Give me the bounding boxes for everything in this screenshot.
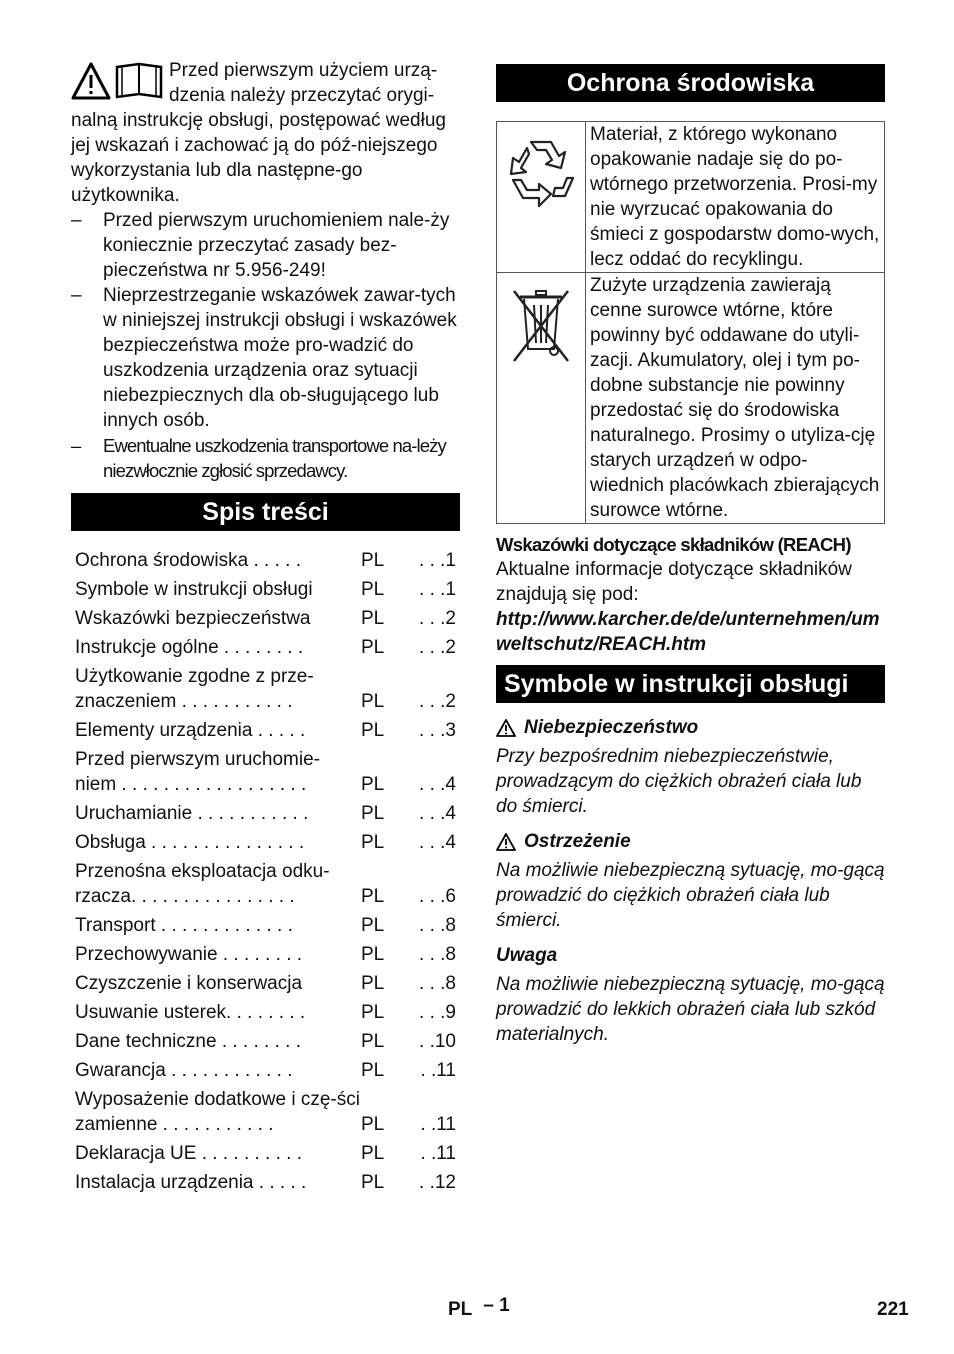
toc-row[interactable] — [71, 857, 460, 911]
caution-label: Uwaga — [496, 945, 558, 966]
caution-text: Na możliwie niebezpieczną sytuację, mo-gącą prowadzić do lekkich obrażeń ciała lub szkód materialnych. — [496, 974, 885, 1045]
toc-page: . . .8 — [419, 915, 456, 936]
toc-row[interactable] — [71, 745, 460, 799]
toc-page: . . .2 — [419, 637, 456, 658]
toc-title: Przed pierwszym uruchomie-niem . . . . . . . . . . . . . . . . . . — [75, 749, 320, 795]
toc-row[interactable] — [71, 799, 460, 828]
toc-lang: PL — [361, 720, 385, 741]
toc-title: Uruchamianie . . . . . . . . . . . — [75, 803, 309, 824]
toc-row[interactable] — [71, 1085, 460, 1139]
toc-page: . . .8 — [419, 973, 456, 994]
footer-lang: PL — [448, 1299, 472, 1320]
toc-lang: PL — [361, 1114, 385, 1135]
toc-title: Obsługa . . . . . . . . . . . . . . . — [75, 832, 305, 853]
caution-heading — [496, 943, 885, 968]
toc-title: Usuwanie usterek. . . . . . . . — [75, 1002, 306, 1023]
left-column — [71, 58, 460, 1197]
toc-lang: PL — [361, 691, 385, 712]
toc-title: Instalacja urządzenia . . . . . — [75, 1172, 307, 1193]
intro-text: nalną instrukcję obsługi, postępować według jej wskazań i zachować ją do póź-niejszego wykorzystania lub dla następne-go użytkownika. — [71, 110, 446, 206]
toc-row[interactable] — [71, 998, 460, 1027]
right-column — [496, 58, 885, 1047]
toc-row[interactable] — [71, 969, 460, 998]
footer-section-label — [448, 1297, 510, 1322]
recycle-text: Materiał, z którego wykonano opakowanie nadaje się do po-wtórnego przetworzenia. Prosi-my nie wyrzucać opakowania do śmieci z gospodarstw domo-wych, lecz oddać do recyklingu. — [586, 122, 885, 273]
toc-page: . . .3 — [419, 720, 456, 741]
warning-heading — [496, 829, 885, 854]
toc-title: Użytkowanie zgodne z prze-znaczeniem . . . . . . . . . . . — [75, 666, 314, 712]
toc-row[interactable] — [71, 546, 460, 575]
toc-page: . . .9 — [419, 1002, 456, 1023]
crossed-bin-icon — [510, 287, 572, 367]
toc-title: Czyszczenie i konserwacja — [75, 973, 303, 994]
warning-manual-icon — [71, 61, 163, 101]
toc-lang: PL — [361, 774, 385, 795]
table-of-contents — [71, 546, 460, 1197]
toc-lang: PL — [361, 608, 385, 629]
warning-text: Na możliwie niebezpieczną sytuację, mo-gącą prowadzić do ciężkich obrażeń ciała lub śmierci. — [496, 860, 885, 931]
toc-lang: PL — [361, 637, 385, 658]
bullet-item: – Nieprzestrzeganie wskazówek zawar-tych w niniejszej instrukcji obsługi i wskazówek bezpieczeństwa może pro-wadzić do uszkodzenia urządzenia oraz sytuacji niebezpiecznych dla ob-sługującego lub innych osób. — [71, 283, 460, 433]
toc-title: Deklaracja UE . . . . . . . . . . — [75, 1143, 303, 1164]
bullet-item: – Przed pierwszym uruchomieniem nale-ży koniecznie przeczytać zasady bez-pieczeństwa nr 5.956-249! — [71, 208, 460, 283]
intro-section — [71, 58, 460, 208]
footer-local-page: 1 — [499, 1295, 510, 1316]
toc-page: . . .6 — [419, 886, 456, 907]
toc-lang: PL — [361, 550, 385, 571]
toc-title: Transport . . . . . . . . . . . . . — [75, 915, 293, 936]
toc-title: Wyposażenie dodatkowe i czę-ści zamienne . . . . . . . . . . . — [75, 1089, 360, 1135]
danger-text: Przy bezpośrednim niebezpieczeństwie, prowadzącym do ciężkich obrażeń ciała lub do śmierci. — [496, 746, 862, 817]
toc-title: Dane techniczne . . . . . . . . — [75, 1031, 301, 1052]
toc-title: Gwarancja . . . . . . . . . . . . — [75, 1060, 293, 1081]
toc-row[interactable] — [71, 828, 460, 857]
recycle-icon — [503, 134, 579, 214]
warning-triangle-icon — [496, 719, 516, 737]
toc-title: Symbole w instrukcji obsługi — [75, 579, 313, 600]
toc-page: . . .1 — [419, 550, 456, 571]
toc-lang: PL — [361, 886, 385, 907]
toc-page: . .11 — [420, 1114, 456, 1135]
toc-lang: PL — [361, 1002, 385, 1023]
toc-page: . .12 — [419, 1172, 456, 1193]
toc-row[interactable] — [71, 1056, 460, 1085]
toc-page: . . .2 — [419, 608, 456, 629]
footer-dash: – — [483, 1295, 494, 1316]
warning-triangle-icon — [496, 833, 516, 851]
toc-page: . . .4 — [419, 774, 456, 795]
toc-title: Przenośna eksploatacja odku-rzacza. . . . . . . . . . . . . . . . — [75, 861, 330, 907]
toc-row[interactable] — [71, 575, 460, 604]
toc-lang: PL — [361, 1143, 385, 1164]
toc-page: . . .8 — [419, 944, 456, 965]
toc-lang: PL — [361, 1172, 385, 1193]
reach-text: Aktualne informacje dotyczące składników znajdują się pod: — [496, 559, 852, 605]
toc-title: Wskazówki bezpieczeństwa — [75, 608, 311, 629]
toc-row[interactable] — [71, 940, 460, 969]
danger-heading — [496, 715, 885, 740]
toc-row[interactable] — [71, 1139, 460, 1168]
weee-text: Zużyte urządzenia zawierają cenne surowce wtórne, które powinny być oddawane do utyli-zacji. Akumulatory, olej i tym po-dobne substancje nie powinny przedostać się do środowiska naturalnego. Prosimy o utyliza-cję starych urządzeń w odpo-wiednich placówkach zbierających surowce wtórne. — [586, 273, 885, 524]
page-number: 221 — [877, 1299, 909, 1320]
toc-row[interactable] — [71, 1168, 460, 1197]
toc-lang: PL — [361, 1031, 385, 1052]
bullet-item: – Ewentualne uszkodzenia transportowe na-leży niezwłocznie zgłosić sprzedawcy. — [71, 433, 460, 483]
toc-row[interactable] — [71, 1027, 460, 1056]
toc-page: . . .2 — [419, 691, 456, 712]
toc-page: . .10 — [419, 1031, 456, 1052]
danger-label: Niebezpieczeństwo — [524, 717, 699, 738]
toc-title: Przechowywanie . . . . . . . . — [75, 944, 303, 965]
reach-heading: Wskazówki dotyczące składników (REACH) — [496, 534, 851, 555]
intro-line-1: Przed pierwszym użyciem urzą- — [169, 60, 438, 81]
symbols-heading: Symbole w instrukcji obsługi — [496, 665, 885, 703]
toc-lang: PL — [361, 915, 385, 936]
intro-bullets — [71, 208, 460, 483]
toc-row[interactable] — [71, 662, 460, 716]
reach-link[interactable]: http://www.karcher.de/de/unternehmen/umweltschutz/REACH.htm — [496, 609, 880, 655]
toc-lang: PL — [361, 973, 385, 994]
toc-page: . . .1 — [419, 579, 456, 600]
toc-row[interactable] — [71, 633, 460, 662]
env-heading: Ochrona środowiska — [496, 64, 885, 102]
env-table — [496, 121, 885, 524]
toc-page: . .11 — [420, 1143, 456, 1164]
warning-label: Ostrzeżenie — [524, 831, 631, 852]
recycle-icon-cell — [497, 122, 586, 273]
toc-lang: PL — [361, 579, 385, 600]
weee-icon-cell — [497, 273, 586, 524]
toc-title: Instrukcje ogólne . . . . . . . . — [75, 637, 304, 658]
toc-heading: Spis treści — [71, 493, 460, 531]
toc-lang: PL — [361, 832, 385, 853]
toc-page: . . .4 — [419, 832, 456, 853]
toc-lang: PL — [361, 944, 385, 965]
toc-lang: PL — [361, 803, 385, 824]
toc-row[interactable] — [71, 716, 460, 745]
toc-page: . .11 — [420, 1060, 456, 1081]
toc-lang: PL — [361, 1060, 385, 1081]
toc-row[interactable] — [71, 911, 460, 940]
toc-title: Ochrona środowiska . . . . . — [75, 550, 301, 571]
intro-line-2: dzenia należy przeczytać orygi- — [169, 85, 435, 106]
toc-page: . . .4 — [419, 803, 456, 824]
toc-row[interactable] — [71, 604, 460, 633]
toc-title: Elementy urządzenia . . . . . — [75, 720, 306, 741]
